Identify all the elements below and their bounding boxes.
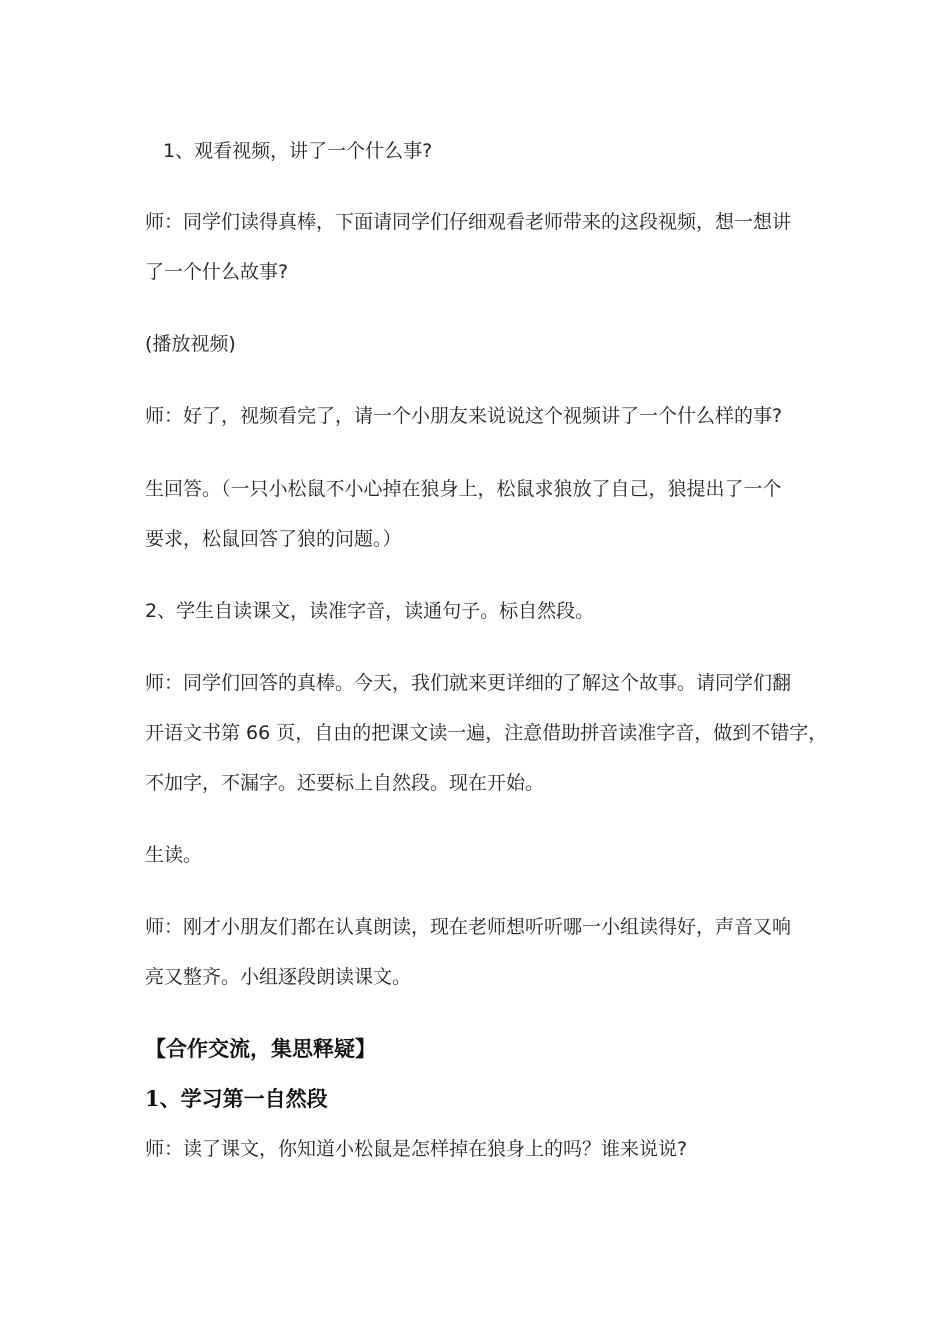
section-heading: 【合作交流，集思释疑】	[145, 1036, 376, 1061]
teacher-line: 师：同学们回答的真棒。今天，我们就来更详细的了解这个故事。请同学们翻	[145, 672, 792, 694]
student-answer-line: 生回答。（一只小松鼠不小心掉在狼身上，松鼠求狼放了自己，狼提出了一个	[145, 478, 782, 500]
subsection-heading: 1、学习第一自然段	[145, 1086, 328, 1111]
teacher-line: 师：刚才小朋友们都在认真朗读，现在老师想听听哪一小组读得好，声音又响	[145, 916, 792, 938]
teacher-line-continued: 开语文书第 66 页，自由的把课文读一遍，注意借助拼音读准字音，做到不错字，	[145, 722, 828, 744]
teacher-line: 师：读了课文，你知道小松鼠是怎样掉在狼身上的吗？谁来说说?	[145, 1138, 688, 1160]
section-item-self-reading: 2、学生自读课文，读准字音，读通句子。标自然段。	[145, 600, 595, 622]
teacher-line: 师：同学们读得真棒，下面请同学们仔细观看老师带来的这段视频，想一想讲	[145, 211, 792, 233]
student-answer-continued: 要求，松鼠回答了狼的问题。）	[145, 528, 402, 550]
stage-direction: (播放视频)	[145, 333, 236, 355]
teacher-line-continued: 不加字，不漏字。还要标上自然段。现在开始。	[145, 772, 545, 794]
teacher-line-continued: 了一个什么故事?	[145, 261, 289, 283]
student-line: 生读。	[145, 844, 203, 866]
teacher-line-continued: 亮又整齐。小组逐段朗读课文。	[145, 966, 412, 988]
section-item-watch-video: 1、观看视频，讲了一个什么事?	[163, 140, 433, 162]
teacher-line: 师：好了，视频看完了，请一个小朋友来说说这个视频讲了一个什么样的事?	[145, 405, 783, 427]
